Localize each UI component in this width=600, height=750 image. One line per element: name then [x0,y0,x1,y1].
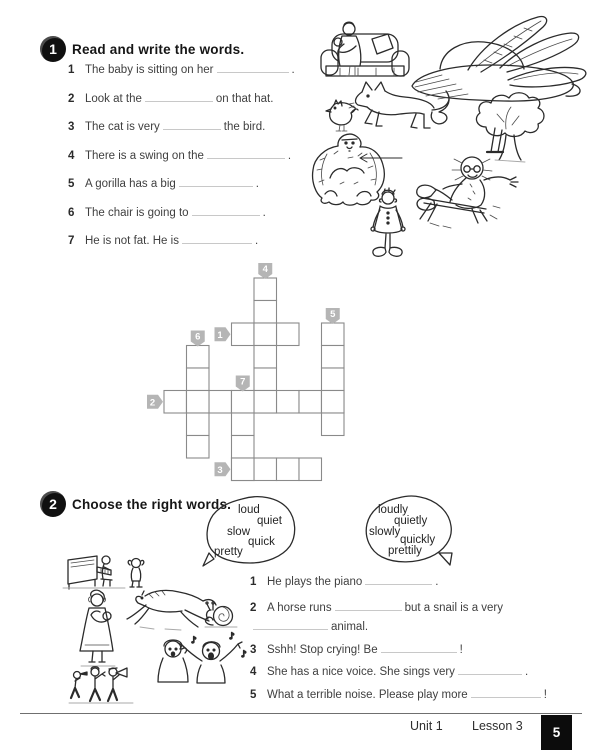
svg-text:♪: ♪ [191,636,197,646]
crossword-cell[interactable] [254,301,277,324]
marching-band-children-illustration [69,667,133,703]
crossword-clue-marker-3 [215,462,231,476]
sentence-text: He is not fat. He is [85,235,179,247]
sentence-text: A gorilla has a big [85,178,176,190]
crossword-clue-marker-7 [236,376,250,392]
sentence-text: Look at the [85,92,142,105]
answer-blank[interactable] [163,119,221,130]
crossword-grid[interactable] [140,252,355,492]
sentence-number: 3 [250,644,257,656]
sentence-text: the bird. [223,121,266,133]
crossword-cell[interactable] [187,391,210,414]
galloping-horse-illustration [127,590,216,630]
exercise1-title: Read and write the words. [72,42,245,57]
crossword-cell[interactable] [164,391,187,414]
svg-text:2: 2 [149,397,156,409]
crossword-cell[interactable] [187,368,210,391]
answer-blank[interactable] [381,642,457,653]
page-number-tab: 5 [541,715,572,750]
singing-children-illustration [158,632,247,683]
crossword-cell[interactable] [254,391,277,414]
bubble1-word-quiet: quiet [257,515,282,527]
crossword-clue-marker-6 [191,331,205,347]
answer-blank[interactable] [253,619,328,630]
crossword-cell[interactable] [187,346,210,369]
footer-lesson: Lesson 3 [472,719,523,733]
hen-illustration [326,100,358,131]
bubble1-word-pretty: pretty [214,546,243,558]
sentence-text: The baby is sitting on her [85,64,214,76]
sentence-number: 7 [68,235,75,247]
svg-text:4: 4 [262,264,268,275]
footer-unit: Unit 1 [410,719,443,733]
crossword-cell[interactable] [322,391,345,414]
sentence-text: A horse runs [267,602,332,614]
crossword-cell[interactable] [187,413,210,436]
man-tipping-on-chair-illustration [417,157,518,228]
hat-with-feathers-illustration [412,17,586,102]
sentence-number: 1 [250,576,257,588]
sentence-number: 2 [250,602,257,614]
exercise1-number-badge: 1 [40,36,66,62]
sentence-number: 5 [68,178,75,190]
svg-text:1: 1 [217,329,223,341]
footer-divider [20,713,582,714]
svg-text:3: 3 [217,464,223,476]
sentence-text: on that hat. [215,92,274,105]
sentence-number: 4 [250,666,257,678]
sentence-row [250,663,580,682]
thin-man-illustration [371,188,405,256]
crossword-cell[interactable] [299,391,322,414]
crossword-cell[interactable] [232,391,255,414]
sentence-row [250,641,580,660]
answer-blank[interactable] [335,600,402,611]
bubble1-word-loud: loud [238,504,260,516]
crossword-cell[interactable] [232,436,255,459]
crossword-cell[interactable] [277,458,300,481]
sentence-number: 2 [68,92,75,105]
crossword-cell[interactable] [232,323,255,346]
crossword-cell[interactable] [232,413,255,436]
exercise2-number-badge: 2 [40,491,66,517]
crossword-cell[interactable] [322,368,345,391]
bubble2-word-quietly: quietly [394,515,428,527]
woman-rocking-baby-illustration [80,590,115,666]
crossword-clue-marker-2 [147,395,163,409]
answer-blank[interactable] [192,205,260,216]
crossword-cell[interactable] [322,413,345,436]
svg-text:5: 5 [330,309,336,320]
sentence-text: . [291,64,295,76]
crossword-cell[interactable] [277,391,300,414]
bubble2-word-slowly: slowly [369,526,401,538]
sentence-number: 6 [68,206,75,219]
svg-text:6: 6 [195,331,201,343]
sentence-text: . [255,178,259,190]
sentence-text: Sshh! Stop crying! Be [267,644,378,656]
sentence-text: . [262,206,266,219]
listener-covering-ears-illustration [128,559,144,588]
sentence-row [68,148,318,177]
crossword-cell[interactable] [277,323,300,346]
sentence-row [68,205,318,234]
answer-blank[interactable] [365,574,432,585]
sentence-text: . [435,576,439,588]
crossword-cell[interactable] [254,323,277,346]
answer-blank[interactable] [179,176,253,187]
crossword-cell[interactable] [322,323,345,346]
crossword-clue-marker-4 [258,263,272,279]
crossword-cell[interactable] [254,278,277,301]
crossword-cell[interactable] [187,436,210,459]
answer-blank[interactable] [458,664,522,675]
answer-blank[interactable] [217,62,289,73]
sentence-row [250,573,580,592]
crossword-cell[interactable] [254,368,277,391]
answer-blank[interactable] [182,233,252,244]
sentence-row [68,176,318,205]
crossword-cell[interactable] [254,458,277,481]
exercise1-illustrations [300,8,592,260]
bubble1-word-slow: slow [227,526,251,538]
sentence-row [68,91,318,120]
svg-text:7: 7 [240,376,246,388]
answer-blank[interactable] [207,148,285,159]
sentence-text: but a snail is a very [404,602,504,614]
crossword-cell[interactable] [299,458,322,481]
crossword-clue-marker-1 [215,327,231,341]
tree-with-swing-illustration [476,93,544,162]
crossword-cell[interactable] [322,346,345,369]
sentence-text: There is a swing on the [85,149,204,162]
answer-blank[interactable] [145,91,213,102]
exercise2-title: Choose the right words. [72,497,232,512]
sentence-text: ! [459,644,463,656]
crossword-cell[interactable] [209,391,232,414]
exercise1-sentences [68,62,318,262]
answer-blank[interactable] [471,687,541,698]
crossword-cell[interactable] [254,346,277,369]
sentence-text: What a terrible noise. Please play more [267,689,468,701]
sentence-number: 4 [68,149,75,162]
sentence-text: The cat is very [85,121,160,133]
gorilla-illustration [313,134,385,205]
mother-and-baby-on-sofa-illustration [321,22,409,76]
sentence-text: She has a nice voice. She sings very [267,666,455,678]
sentence-text: The chair is going to [85,206,189,219]
sentence-number: 3 [68,121,75,133]
sentence-text: ! [543,689,547,701]
exercise2-sentences [250,573,585,703]
piano-player-and-listener-illustration [63,556,125,589]
svg-text:♪: ♪ [241,650,247,660]
sentence-row [68,119,318,148]
svg-text:♪: ♪ [229,632,235,642]
sentence-text: animal. [331,621,369,633]
crossword-clue-marker-5 [326,308,340,324]
bubble2-word-quickly: quickly [400,534,436,546]
sentence-text: . [287,149,292,162]
bubble2-word-prettily: prettily [388,545,422,557]
exercise2-illustrations [45,553,250,710]
snail-illustration [205,602,237,627]
bubble2-word-loudly: loudly [378,504,409,516]
bubble1-word-quick: quick [248,536,275,548]
sentence-row [68,62,318,91]
sentence-text: . [524,666,529,678]
sentence-number: 1 [68,64,75,76]
crossword-cell[interactable] [232,458,255,481]
sentence-text: He plays the piano [267,576,363,588]
sentence-text: . [254,235,259,247]
sentence-row [250,599,580,637]
sentence-number: 5 [250,689,257,701]
sentence-row [250,686,580,705]
